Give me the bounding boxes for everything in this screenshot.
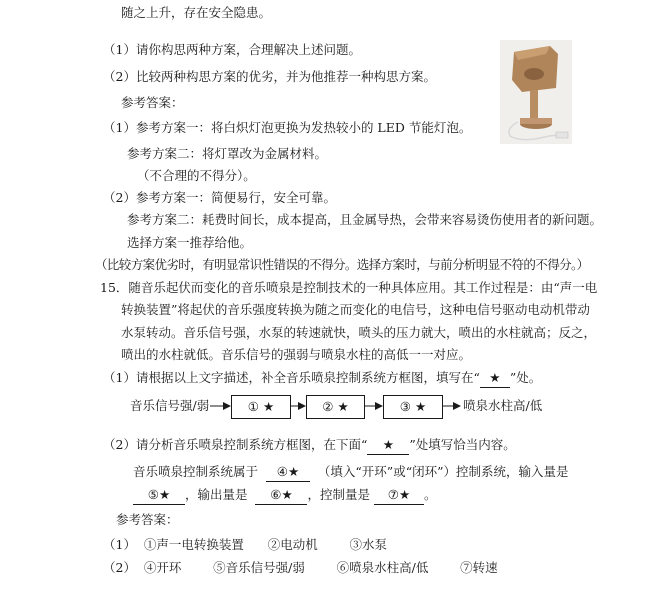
- diagram-box-3: ③ ★: [383, 395, 443, 419]
- answer-line: （1） ①声一电转换装置 ②电动机 ③水泵: [103, 537, 388, 552]
- question-text: 水泵转动。音乐信号强，水泵的转速就快，喷头的压力就大，喷出的水柱就高；反之，: [121, 325, 597, 340]
- blank-star: ★: [367, 436, 409, 455]
- diagram-input: 音乐信号强/弱: [130, 398, 210, 413]
- question-text: 喷出的水柱就低。音乐信号的强弱与喷泉水柱的高低一一对应。: [121, 347, 472, 362]
- blank-6: ⑥★: [255, 486, 307, 505]
- sub-question-1: （1）请根据以上文字描述，补全音乐喷泉控制系统方框图，填写在“ ★ ”处。: [103, 369, 541, 388]
- question-2: （2）比较两种构思方案的优劣，并为他推荐一种构思方案。: [103, 69, 436, 84]
- fill-line: ⑤★ ，输出量是 ⑥★ ，控制量是 ⑦★ 。: [133, 486, 436, 505]
- question-15: 15．随音乐起伏而变化的音乐喷泉是控制技术的一种具体应用。其工作过程是：由“声一电: [100, 280, 598, 295]
- blank-5: ⑤★: [133, 486, 185, 505]
- lamp-photo: [500, 40, 572, 144]
- answer-heading: 参考答案：: [121, 95, 184, 110]
- fill-line: 音乐喷泉控制系统属于 ④★ （填入“开环”或“闭环”）控制系统，输入量是: [133, 463, 568, 482]
- question-1: （1）请你构思两种方案，合理解决上述问题。: [103, 42, 361, 57]
- answer-line: （2）参考方案一：简便易行，安全可靠。: [103, 190, 336, 205]
- answer-line: 选择方案一推荐给他。: [127, 235, 253, 250]
- answer-heading: 参考答案：: [116, 512, 179, 527]
- answer-note: （不合理的不得分）。: [137, 168, 256, 183]
- grading-note: （比较方案优劣时，有明显常识性错误的不得分。选择方案时，与前分析明显不符的不得分。）: [95, 257, 589, 272]
- blank-4: ④★: [266, 463, 310, 482]
- diagram-output: 喷泉水柱高/低: [463, 398, 543, 413]
- diagram-box-2: ② ★: [306, 395, 365, 419]
- question-text: 转换装置”将起伏的音乐强度转换为随之而变化的电信号，这种电信号驱动电动机带动: [121, 302, 590, 317]
- control-block-diagram: [130, 392, 550, 422]
- text-line: 随之上升，存在安全隐患。: [121, 5, 272, 20]
- blank-7: ⑦★: [374, 486, 424, 505]
- answer-line: 参考方案二：耗费时间长，成本提高，且金属导热，会带来容易烫伤使用者的新问题。: [127, 212, 603, 227]
- answer-line: 参考方案二：将灯罩改为金属材料。: [127, 146, 328, 161]
- answer-line: （1）参考方案一：将白炽灯泡更换为发热较小的 LED 节能灯泡。: [103, 120, 472, 135]
- diagram-box-1: ① ★: [231, 395, 291, 419]
- blank-star: ★: [480, 369, 510, 388]
- sub-question-2: （2）请分析音乐喷泉控制系统方框图，在下面“ ★ ”处填写恰当内容。: [103, 436, 516, 455]
- answer-line: （2） ④开环 ⑤音乐信号强/弱 ⑥喷泉水柱高/低 ⑦转速: [103, 560, 498, 575]
